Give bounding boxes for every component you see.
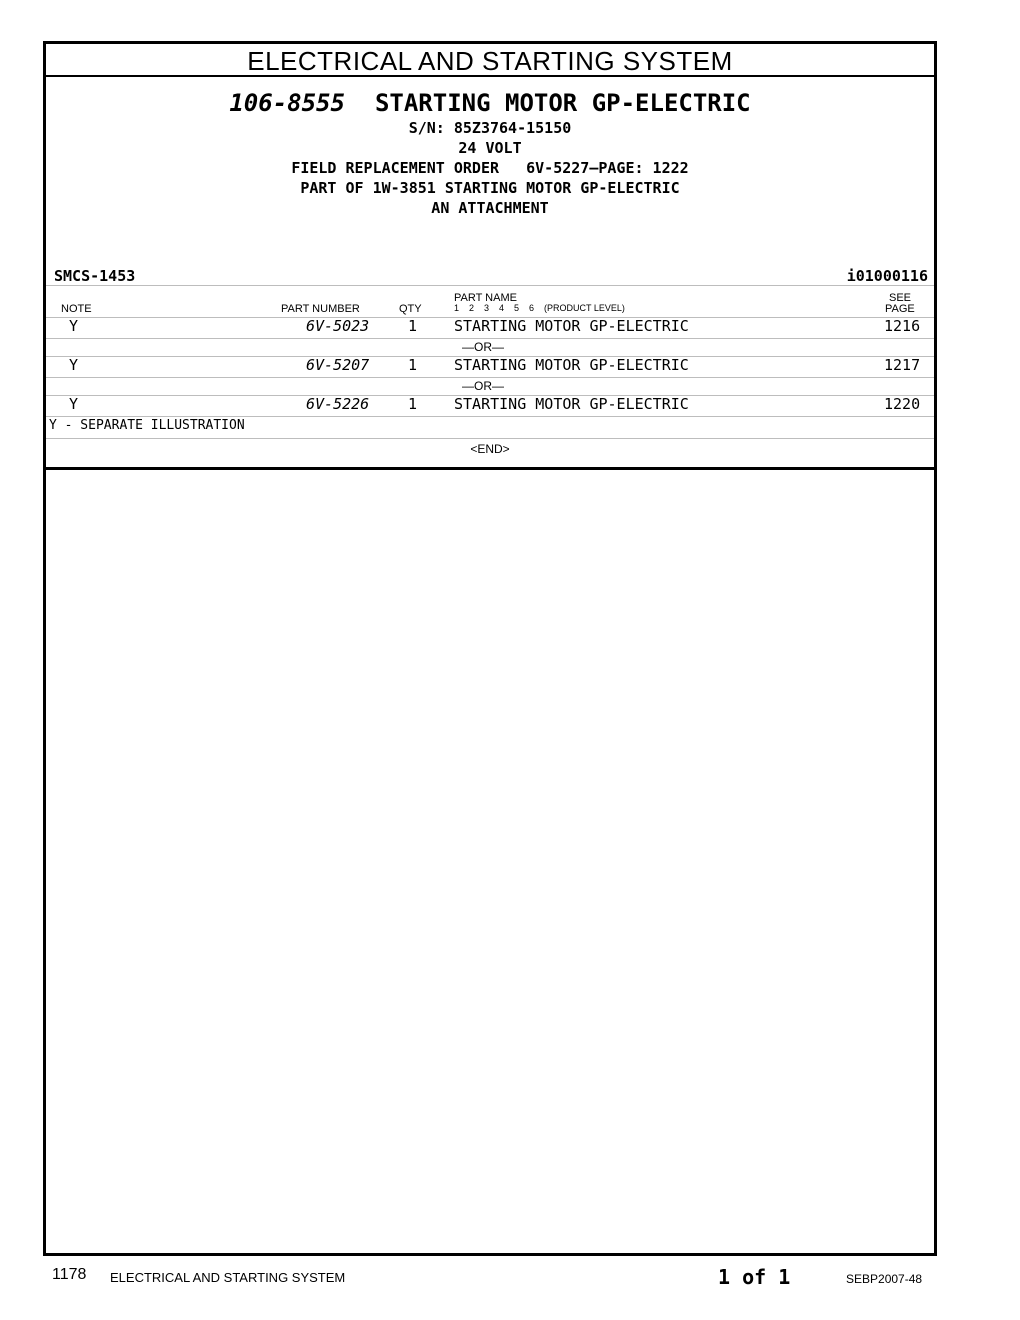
legend-note: Y - SEPARATE ILLUSTRATION: [49, 418, 245, 433]
col-page: PAGE: [885, 303, 915, 315]
serial-number: S/N: 85Z3764-15150: [408, 119, 572, 137]
field-replacement-order: FIELD REPLACEMENT ORDER 6V-5227—PAGE: 1222: [291, 159, 689, 177]
group-part-number: 106-8555: [229, 89, 345, 117]
footer-document-number: SEBP2007-48: [846, 1272, 923, 1286]
footer-page-count: 1 of 1: [718, 1265, 791, 1289]
illustration-reference: i01000116: [846, 267, 928, 285]
row-3-part-name: STARTING MOTOR GP-ELECTRIC: [454, 395, 689, 413]
row-2-qty: 1: [408, 356, 418, 374]
divider: [46, 377, 934, 378]
row-1-qty: 1: [408, 317, 418, 335]
parts-sheet: [43, 41, 937, 1256]
smcs-code: SMCS-1453: [54, 267, 136, 285]
or-separator: —OR—: [462, 379, 504, 393]
col-see: SEE: [889, 292, 912, 304]
col-note: NOTE: [61, 303, 92, 315]
section-title: ELECTRICAL AND STARTING SYSTEM: [46, 44, 934, 77]
col-part-number: PART NUMBER: [281, 303, 360, 315]
row-1-note: Y: [69, 317, 79, 335]
attachment-line: AN ATTACHMENT: [431, 199, 549, 217]
col-qty: QTY: [399, 303, 422, 315]
row-3-see-page: 1220: [884, 395, 921, 413]
row-1-part-name: STARTING MOTOR GP-ELECTRIC: [454, 317, 689, 335]
group-part-title: STARTING MOTOR GP-ELECTRIC: [374, 89, 751, 117]
row-1-part-number: 6V-5023: [306, 317, 370, 335]
end-marker: <END>: [470, 442, 510, 456]
row-3-note: Y: [69, 395, 79, 413]
voltage: 24 VOLT: [458, 139, 522, 157]
divider: [46, 338, 934, 339]
row-2-see-page: 1217: [884, 356, 921, 374]
row-2-note: Y: [69, 356, 79, 374]
row-3-part-number: 6V-5226: [306, 395, 370, 413]
col-product-level: 1 2 3 4 5 6 (PRODUCT LEVEL): [454, 303, 625, 313]
divider: [46, 438, 934, 439]
row-3-qty: 1: [408, 395, 418, 413]
row-2-part-number: 6V-5207: [306, 356, 370, 374]
footer-page-number: 1178: [52, 1266, 87, 1283]
or-separator: —OR—: [462, 340, 504, 354]
row-2-part-name: STARTING MOTOR GP-ELECTRIC: [454, 356, 689, 374]
divider: [46, 285, 934, 286]
table-bottom-rule: [46, 467, 934, 470]
part-of-line: PART OF 1W-3851 STARTING MOTOR GP-ELECTRIC: [300, 179, 680, 197]
group-title: [46, 89, 934, 117]
col-part-name: PART NAME: [454, 292, 517, 304]
divider: [46, 416, 934, 417]
footer-section: ELECTRICAL AND STARTING SYSTEM: [110, 1270, 346, 1285]
row-1-see-page: 1216: [884, 317, 921, 335]
